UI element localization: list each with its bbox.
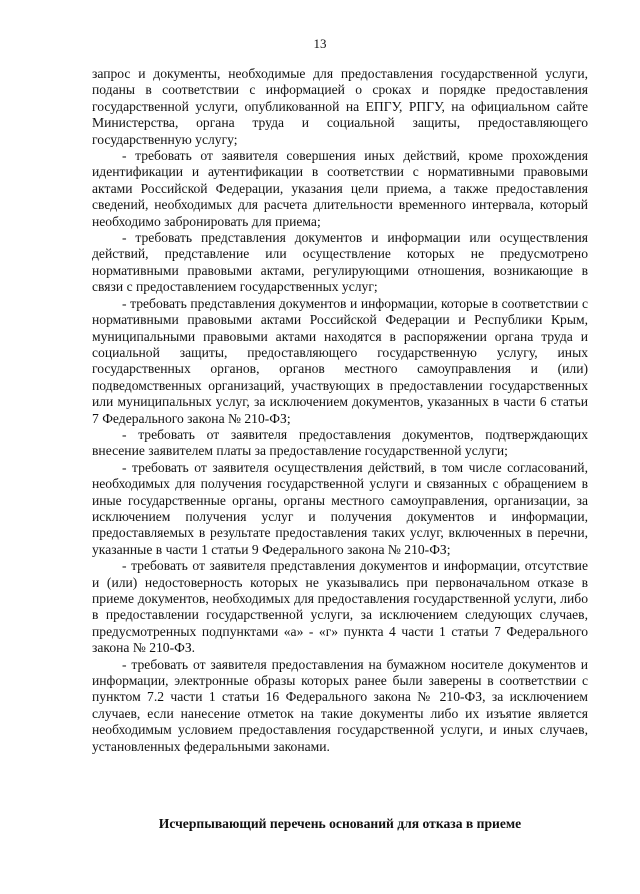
section-heading: Исчерпывающий перечень оснований для отказа в приеме — [158, 816, 522, 831]
paragraph-list-item: - требовать представления документов и информации или осуществления действий, представление или осуществление которых не предусмотрено нормативными правовыми актами, регулирующими отношения, возникающие в связи с предоставлением государственных услуг; — [92, 230, 588, 295]
page-number: 13 — [313, 36, 327, 51]
paragraph-list-item: - требовать от заявителя предоставления документов, подтверждающих внесение заявителем платы за предоставление государственной услуги; — [92, 426, 588, 459]
paragraph-list-item: - требовать от заявителя предоставления на бумажном носителе документов и информации, электронные образы которых ранее были заверены в соответствии с пунктом 7.2 части 1 статьи 16 Федерального закона № 210-ФЗ, за исключением случаев, если нанесение отметок на такие документы либо их изъятие является необходимым условием предоставления государственной услуги, и иных случаев, установленных федеральными законами. — [92, 656, 588, 754]
paragraph-continuation: запрос и документы, необходимые для предоставления государственной услуги, поданы в соответствии с информацией о сроках и порядке предоставления государственной услуги, опубликованной на ЕПГУ, РПГУ, на официальном сайте Министерства, органа труда и социальной защиты, предоставляющего государственную услугу; — [92, 66, 588, 147]
paragraph-list-item: - требовать представления документов и информации, которые в соответствии с нормативными правовыми актами Российской Федерации и Республики Крым, муниципальными правовыми актами находятся в распоряжении органа труда и социальной защиты, предоставляющего государственную услугу, иных государственных органов, органов местного самоуправления и (или) подведомственных организаций, участвующих в предоставлении государственных или муниципальных услуг, за исключением документов, указанных в части 6 статьи 7 Федерального закона № 210-ФЗ; — [92, 295, 588, 426]
paragraph-list-item: - требовать от заявителя осуществления действий, в том числе согласований, необходимых для получения государственной услуги и связанных с обращением в иные государственные органы, органы местного самоуправления, организации, за исключением получения услуг и получения документов и информации, предоставляемых в результате предоставления таких услуг, включенных в перечни, указанные в части 1 статьи 9 Федерального закона № 210-ФЗ; — [92, 459, 588, 557]
paragraph-list-item: - требовать от заявителя представления документов и информации, отсутствие и (или) недостоверность которых не указывались при первоначальном отказе в приеме документов, необходимых для предоставления государственной услуги, либо в предоставлении государственной услуги, за исключением следующих случаев, предусмотренных подпунктами «а» - «г» пункта 4 части 1 статьи 7 Федерального закона № 210-ФЗ. — [92, 558, 588, 656]
body-text — [92, 66, 588, 755]
paragraph-list-item: - требовать от заявителя совершения иных действий, кроме прохождения идентификации и аутентификации в соответствии с нормативными правовыми актами Российской Федерации, указания цели приема, а также предоставления сведений, необходимых для расчета длительности временного интервала, который необходимо забронировать для приема; — [92, 148, 588, 229]
